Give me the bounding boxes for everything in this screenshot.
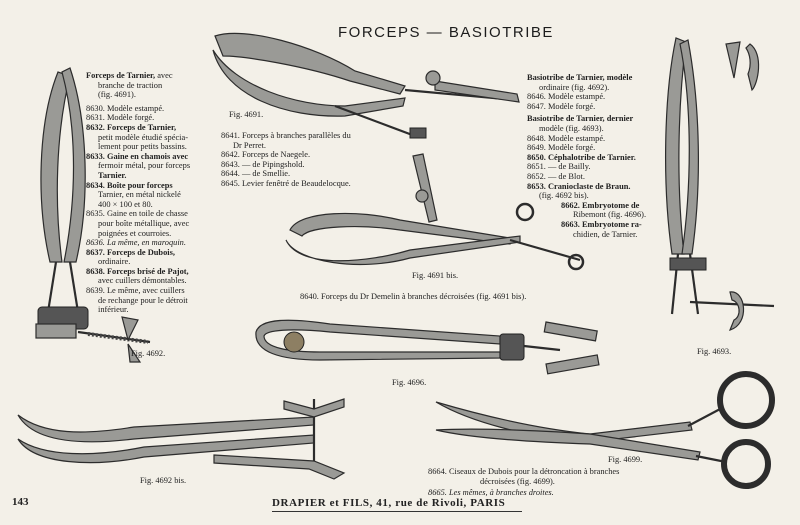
entry-8632: 8632. Forceps de Tarnier, xyxy=(86,122,177,132)
basiotribe-4693-illustration xyxy=(650,34,780,344)
cranioclaste-4692bis-illustration xyxy=(14,395,364,490)
entry-8663: 8663. Embryotome ra- xyxy=(561,219,642,229)
entry-8639: 8639. Le même, avec cuillers xyxy=(86,286,185,296)
right-column-text xyxy=(527,73,646,239)
figure-label-4692bis: Fig. 4692 bis. xyxy=(140,476,187,485)
entry-8653: 8653. Cranioclaste de Braun. xyxy=(527,181,631,191)
publisher-footer: DRAPIER et FILS, 41, rue de Rivoli, PARIS xyxy=(272,497,506,509)
left-column-text xyxy=(86,71,190,315)
entry-8638: 8638. Forceps brisé de Pajot, xyxy=(86,266,189,276)
footer-rule xyxy=(272,511,522,512)
entry-title: Forceps de Tarnier, xyxy=(86,71,156,80)
entry-text: poignées et courroies. xyxy=(98,228,172,238)
entry-text: avec cuillers démontables. xyxy=(98,276,187,286)
entry-basiotribe-dernier: Basiotribe de Tarnier, dernier xyxy=(527,114,634,124)
caption-8664-cont: décroisées (fig. 4699). xyxy=(480,477,555,486)
figure-label-4699: Fig. 4699. xyxy=(608,455,643,464)
entry-8649: 8649. Modèle forgé. xyxy=(527,143,596,153)
entry-text: Tarnier, en métal nickelé xyxy=(98,190,181,200)
entry-8651: 8651. — de Bailly. xyxy=(527,162,591,172)
entry-8637: 8637. Forceps de Dubois, xyxy=(86,247,175,257)
figure-label-4692: Fig. 4692. xyxy=(131,349,166,358)
entry-text: modèle (fig. 4693). xyxy=(539,123,604,133)
entry-text: petit modèle étudié spécia- xyxy=(98,132,188,142)
figure-label-4691bis: Fig. 4691 bis. xyxy=(412,271,459,280)
entry-text: ordinaire. xyxy=(98,257,131,267)
entry-text: chidien, de Tarnier. xyxy=(573,229,638,239)
entry-8642: 8642. Forceps de Naegele. xyxy=(221,150,311,160)
entry-text: Ribemont (fig. 4696). xyxy=(573,210,647,220)
entry-8650: 8650. Céphalotribe de Tarnier. xyxy=(527,152,636,162)
figure-label-4696: Fig. 4696. xyxy=(392,378,427,387)
entry-text: avec xyxy=(157,71,173,80)
entry-text: branche de traction xyxy=(98,80,163,90)
entry-8648: 8648. Modèle estampé. xyxy=(527,133,606,143)
entry-text: ordinaire (fig. 4692). xyxy=(539,82,610,92)
entry-8636: 8636. La même, en maroquin. xyxy=(86,238,186,248)
entry-basiotribe: Basiotribe de Tarnier, modèle xyxy=(527,73,633,82)
entry-8643: 8643. — de Pipingshold. xyxy=(221,159,305,169)
entry-8633: 8633. Gaine en chamois avec xyxy=(86,151,189,161)
middle-column-text xyxy=(221,131,351,189)
entry-text: (fig. 4692 bis). xyxy=(539,191,589,201)
caption-8665: 8665. Les mêmes, à branches droites. xyxy=(428,488,554,497)
entry-text: inférieur. xyxy=(98,305,129,315)
caption-8664: 8664. Ciseaux de Dubois pour la détroncation à branches xyxy=(428,467,620,476)
figure-label-4691: Fig. 4691. xyxy=(229,110,264,119)
caption-8640: 8640. Forceps du Dr Demelin à branches décroisées (fig. 4691 bis). xyxy=(300,292,527,301)
page-title: FORCEPS — BASIOTRIBE xyxy=(338,24,554,41)
entry-text: Tarnier. xyxy=(98,170,127,180)
entry-8644: 8644. — de Smellie. xyxy=(221,169,291,179)
entry-8635: 8635. Gaine en toile de chasse xyxy=(86,209,188,219)
entry-8646: 8646. Modèle estampé. xyxy=(527,92,606,102)
entry-8652: 8652. — de Blot. xyxy=(527,171,585,181)
entry-8647: 8647. Modèle forgé. xyxy=(527,101,596,111)
page-number: 143 xyxy=(12,496,29,508)
entry-text: Dr Perret. xyxy=(233,140,267,150)
entry-text: fermoir métal, pour forceps xyxy=(98,161,191,171)
entry-text: (fig. 4691). xyxy=(98,90,136,100)
entry-8630: 8630. Modèle estampé. xyxy=(86,103,165,113)
entry-text: lement pour petits bassins. xyxy=(98,142,187,152)
entry-8631: 8631. Modèle forgé. xyxy=(86,113,155,123)
entry-text: pour boîte métallique, avec xyxy=(98,218,190,228)
entry-text: 400 × 100 et 80. xyxy=(98,199,153,209)
entry-8634: 8634. Boîte pour forceps xyxy=(86,180,173,190)
figure-label-4693: Fig. 4693. xyxy=(697,347,732,356)
entry-8641: 8641. Forceps à branches parallèles du xyxy=(221,131,351,140)
entry-8662: 8662. Embryotome de xyxy=(561,200,640,210)
entry-8645: 8645. Levier fenêtré de Beaudelocque. xyxy=(221,178,351,188)
entry-text: de rechange pour le détroit xyxy=(98,295,188,305)
